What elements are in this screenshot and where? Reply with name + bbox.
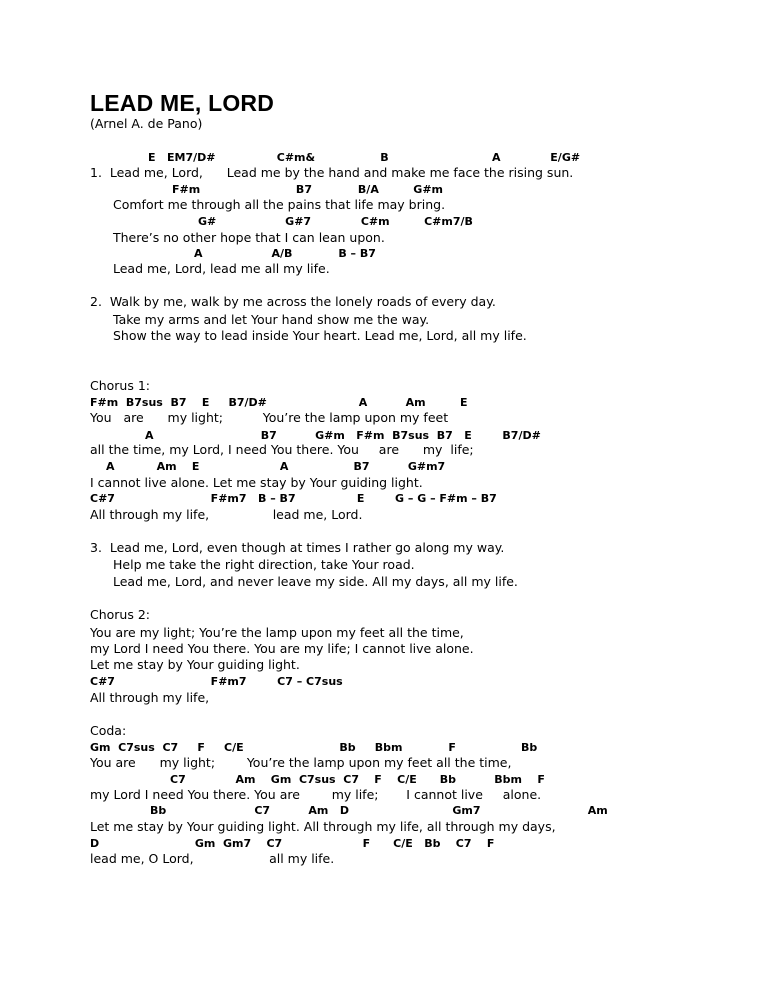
verse1-lyric-line-4: Lead me, Lord, lead me all my life. (113, 261, 330, 276)
chorus2-chord-line-4: C#7 F#m7 C7 – C7sus (90, 675, 343, 688)
chorus1-lyric-line-1: You are my light; You’re the lamp upon my feet (90, 410, 449, 425)
verse1-lyric-line-1: 1. Lead me, Lord, Lead me by the hand and make me face the rising sun. (90, 165, 574, 180)
chorus1-chord-line-4: C#7 F#m7 B – B7 E G – G – F#m – B7 (90, 492, 497, 505)
coda-chord-line-4: D Gm Gm7 C7 F C/E Bb C7 F (90, 837, 495, 850)
coda-lyric-line-3: Let me stay by Your guiding light. All through my life, all through my days, (90, 819, 556, 834)
chorus1-chord-line-1: F#m B7sus B7 E B7/D# A Am E (90, 396, 468, 409)
coda-chord-line-1: Gm C7sus C7 F C/E Bb Bbm F Bb (90, 741, 538, 754)
verse1-lyric-line-2: Comfort me through all the pains that life may bring. (113, 197, 446, 212)
chorus2-lyric-line-4: All through my life, (90, 690, 210, 705)
song-author: (Arnel A. de Pano) (90, 116, 203, 131)
chorus1-lyric-line-2: all the time, my Lord, I need You there. You are my life; (90, 442, 474, 457)
verse2-lyric-line-1: 2. Walk by me, walk by me across the lonely roads of every day. (90, 294, 496, 309)
chorus2-lyric-line-2: my Lord I need You there. You are my life; I cannot live alone. (90, 641, 474, 656)
coda-chord-line-3: Bb C7 Am D Gm7 Am (150, 804, 608, 817)
chorus1-chord-line-2: A B7 G#m F#m B7sus B7 E B7/D# (145, 429, 541, 442)
coda-heading: Coda: (90, 723, 127, 738)
verse1-chord-line-4: A A/B B – B7 (194, 247, 376, 260)
verse2-lyric-line-3: Show the way to lead inside Your heart. Lead me, Lord, all my life. (113, 328, 527, 343)
chorus2-lyric-line-1: You are my light; You’re the lamp upon my feet all the time, (90, 625, 464, 640)
verse3-lyric-line-3: Lead me, Lord, and never leave my side. All my days, all my life. (113, 574, 518, 589)
chorus2-heading: Chorus 2: (90, 607, 151, 622)
verse1-chord-line-3: G# G#7 C#m C#m7/B (198, 215, 473, 228)
chorus1-heading: Chorus 1: (90, 378, 151, 393)
chorus1-lyric-line-3: I cannot live alone. Let me stay by Your guiding light. (90, 475, 423, 490)
coda-lyric-line-1: You are my light; You’re the lamp upon my feet all the time, (90, 755, 512, 770)
coda-lyric-line-4: lead me, O Lord, all my life. (90, 851, 335, 866)
song-title: LEAD ME, LORD (90, 90, 275, 116)
verse1-chord-line-2: F#m B7 B/A G#m (172, 183, 444, 196)
chorus2-lyric-line-3: Let me stay by Your guiding light. (90, 657, 300, 672)
verse2-lyric-line-2: Take my arms and let Your hand show me the way. (113, 312, 430, 327)
chorus1-chord-line-3: A Am E A B7 G#m7 (106, 460, 446, 473)
coda-chord-line-2: C7 Am Gm C7sus C7 F C/E Bb Bbm F (170, 773, 545, 786)
verse1-lyric-line-3: There’s no other hope that I can lean upon. (113, 230, 385, 245)
verse1-chord-line-1: E EM7/D# C#m& B A E/G# (148, 151, 581, 164)
chorus1-lyric-line-4: All through my life, lead me, Lord. (90, 507, 363, 522)
verse3-lyric-line-1: 3. Lead me, Lord, even though at times I rather go along my way. (90, 540, 505, 555)
coda-lyric-line-2: my Lord I need You there. You are my life; I cannot live alone. (90, 787, 542, 802)
verse3-lyric-line-2: Help me take the right direction, take Your road. (113, 557, 415, 572)
